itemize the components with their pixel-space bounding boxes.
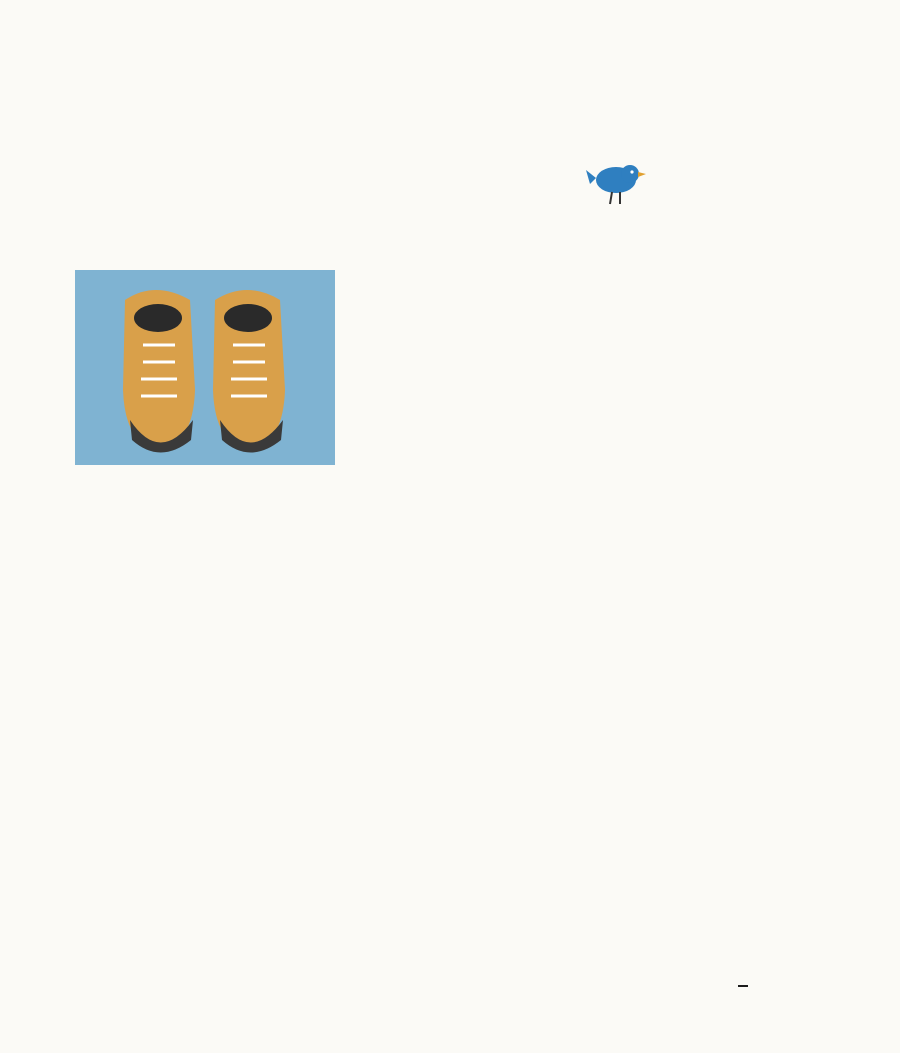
sneakers-illustration bbox=[75, 270, 335, 465]
bird-icon bbox=[586, 150, 646, 210]
section-badge bbox=[738, 985, 748, 987]
